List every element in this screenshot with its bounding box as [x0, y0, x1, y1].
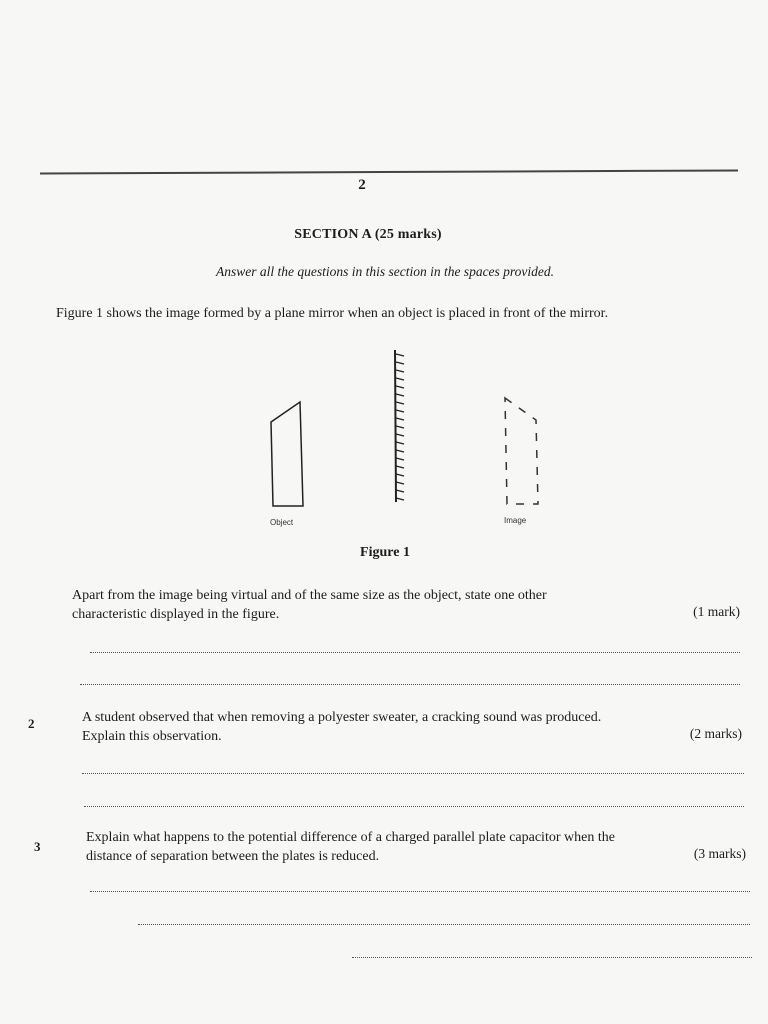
image-label: Image — [504, 516, 527, 525]
header-rule — [40, 169, 738, 174]
answer-line[interactable] — [80, 684, 740, 685]
question-2-number: 2 — [28, 716, 35, 731]
question-2-marks: (2 marks) — [689, 726, 742, 741]
plane-mirror — [395, 350, 396, 502]
question-1-line-2: characteristic displayed in the figure. — [72, 607, 280, 622]
question-1-line-1: Apart from the image being virtual and of the same size as the object, state one other — [72, 588, 547, 603]
answer-line[interactable] — [138, 924, 750, 925]
question-3-number: 3 — [34, 839, 41, 854]
figure-1 — [240, 340, 570, 540]
section-instruction: Answer all the questions in this section in the spaces provided. — [215, 264, 555, 279]
answer-line[interactable] — [352, 957, 752, 958]
question-3-line-1: Explain what happens to the potential difference of a charged parallel plate capacitor when the — [86, 830, 615, 845]
object-label: Object — [270, 518, 294, 527]
image-shape — [505, 398, 538, 504]
question-3-line-2: distance of separation between the plates is reduced. — [86, 849, 380, 864]
question-3-marks: (3 marks) — [693, 846, 746, 861]
question-2-line-1: A student observed that when removing a polyester sweater, a cracking sound was produced. — [82, 710, 602, 725]
answer-line[interactable] — [90, 891, 750, 892]
object-shape — [271, 402, 303, 506]
section-title: SECTION A (25 marks) — [294, 227, 442, 242]
mirror-diagram — [240, 340, 570, 540]
answer-line[interactable] — [84, 806, 744, 807]
question-1-intro: Figure 1 shows the image formed by a plane mirror when an object is placed in front of the mirror. — [56, 306, 609, 321]
question-2-line-2: Explain this observation. — [82, 729, 222, 744]
answer-line[interactable] — [90, 652, 740, 653]
question-1-marks: (1 mark) — [693, 604, 740, 619]
figure-caption: Figure 1 — [360, 545, 410, 560]
page-number: 2 — [358, 177, 366, 193]
mirror-hatching — [396, 354, 404, 500]
answer-line[interactable] — [82, 773, 744, 774]
